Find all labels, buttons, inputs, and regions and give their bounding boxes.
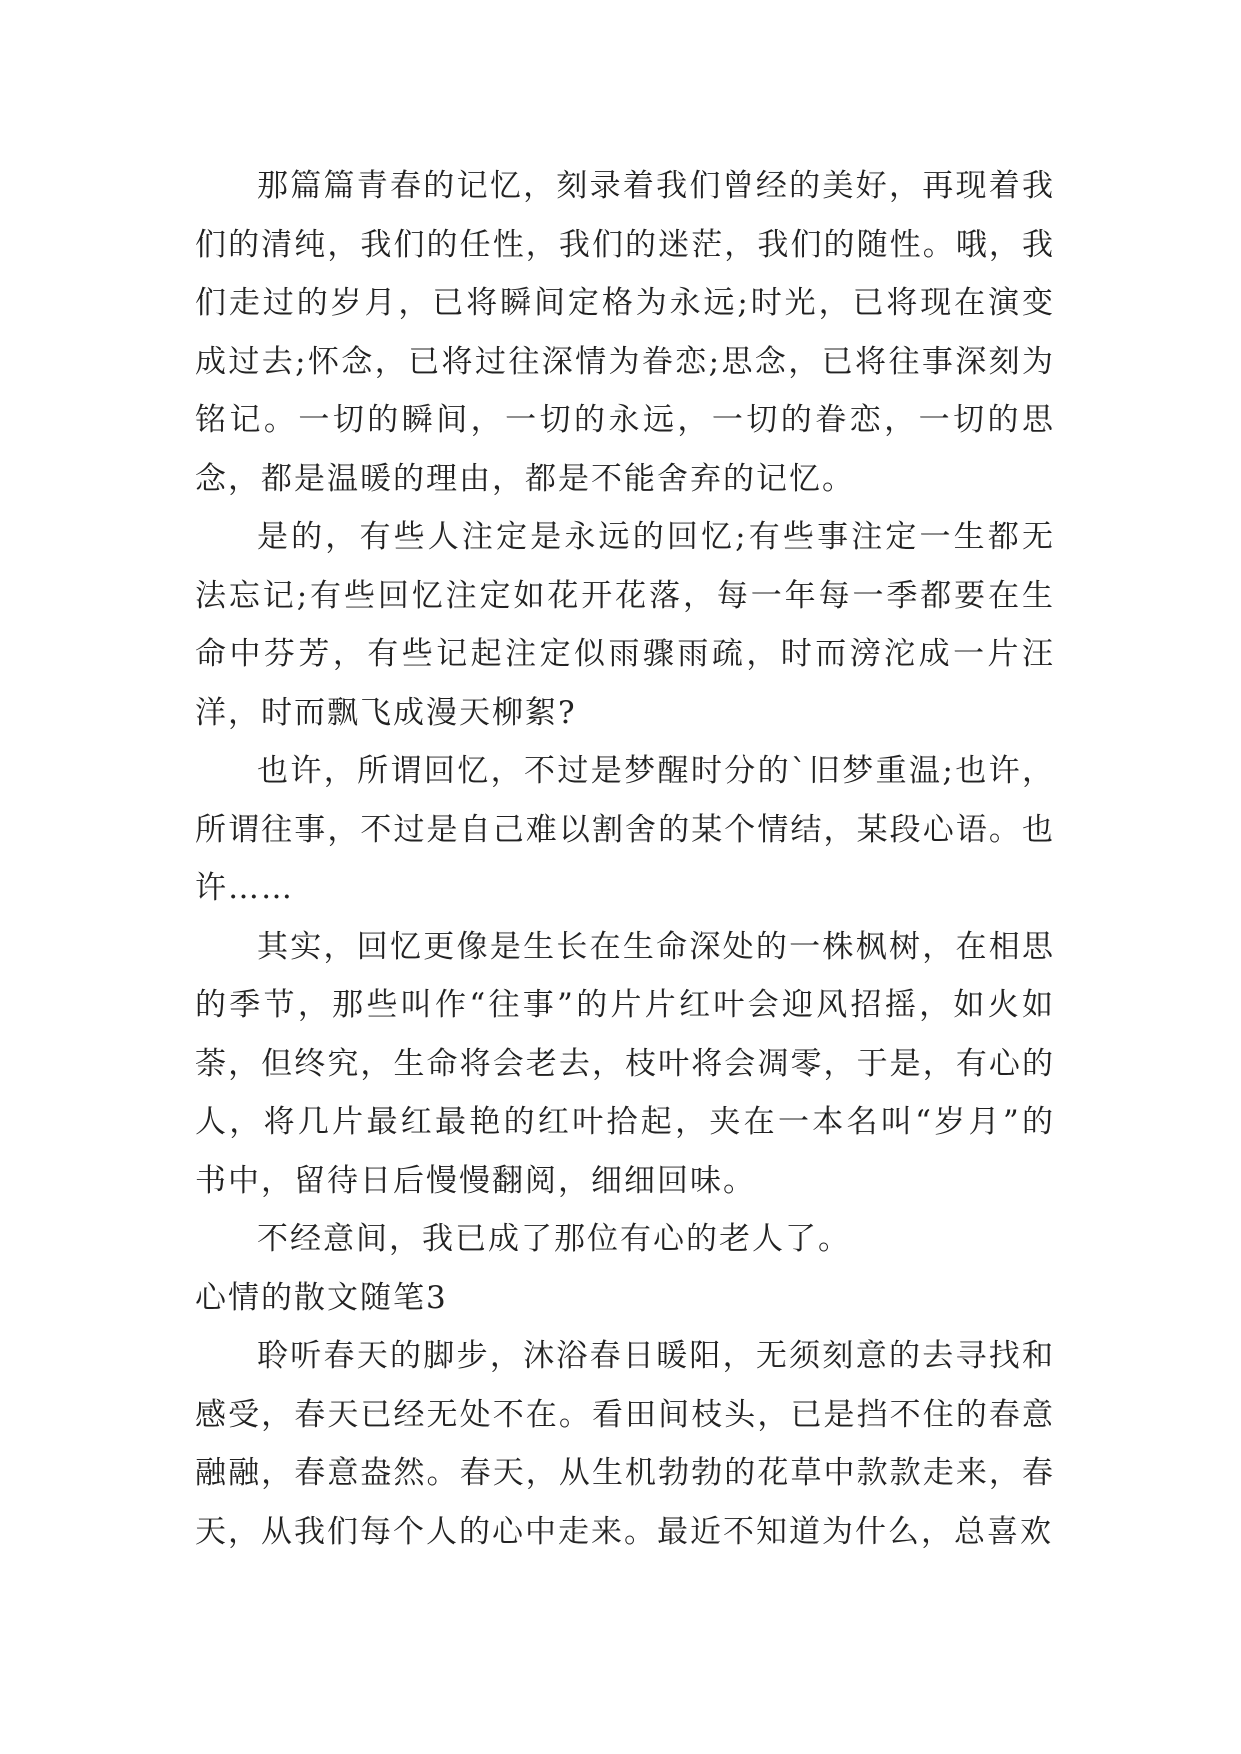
document-body	[195, 157, 1055, 1561]
paragraph-1: 那篇篇青春的记忆，刻录着我们曾经的美好，再现着我们的清纯，我们的任性，我们的迷茫，我们的随性。哦，我们走过的岁月，已将瞬间定格为永远;时光，已将现在演变成过去;怀念，已将过往深情为眷恋;思念，已将往事深刻为铭记。一切的瞬间，一切的永远，一切的眷恋，一切的思念，都是温暖的理由，都是不能舍弃的记忆。	[195, 168, 1055, 497]
section-heading: 心情的散文随笔3	[195, 1279, 448, 1316]
paragraph-6: 聆听春天的脚步，沐浴春日暖阳，无须刻意的去寻找和感受，春天已经无处不在。看田间枝头，已是挡不住的春意融融，春意盎然。春天，从生机勃勃的花草中款款走来，春天，从我们每个人的心中走来。最近不知道为什么，总喜欢	[195, 1338, 1055, 1550]
paragraph-5: 不经意间，我已成了那位有心的老人了。	[257, 1221, 851, 1257]
paragraph-4: 其实，回忆更像是生长在生命深处的一株枫树，在相思的季节，那些叫作“往事”的片片红叶会迎风招摇，如火如荼，但终究，生命将会老去，枝叶将会凋零，于是，有心的人，将几片最红最艳的红叶拾起，夹在一本名叫“岁月”的书中，留待日后慢慢翻阅，细细回味。	[195, 928, 1055, 1199]
paragraph-2: 是的，有些人注定是永远的回忆;有些事注定一生都无法忘记;有些回忆注定如花开花落，每一年每一季都要在生命中芬芳，有些记起注定似雨骤雨疏，时而滂沱成一片汪洋，时而飘飞成漫天柳絮?	[195, 519, 1055, 731]
paragraph-3: 也许，所谓回忆，不过是梦醒时分的`旧梦重温;也许，所谓往事，不过是自己难以割舍的某个情结，某段心语。也许……	[195, 753, 1055, 906]
